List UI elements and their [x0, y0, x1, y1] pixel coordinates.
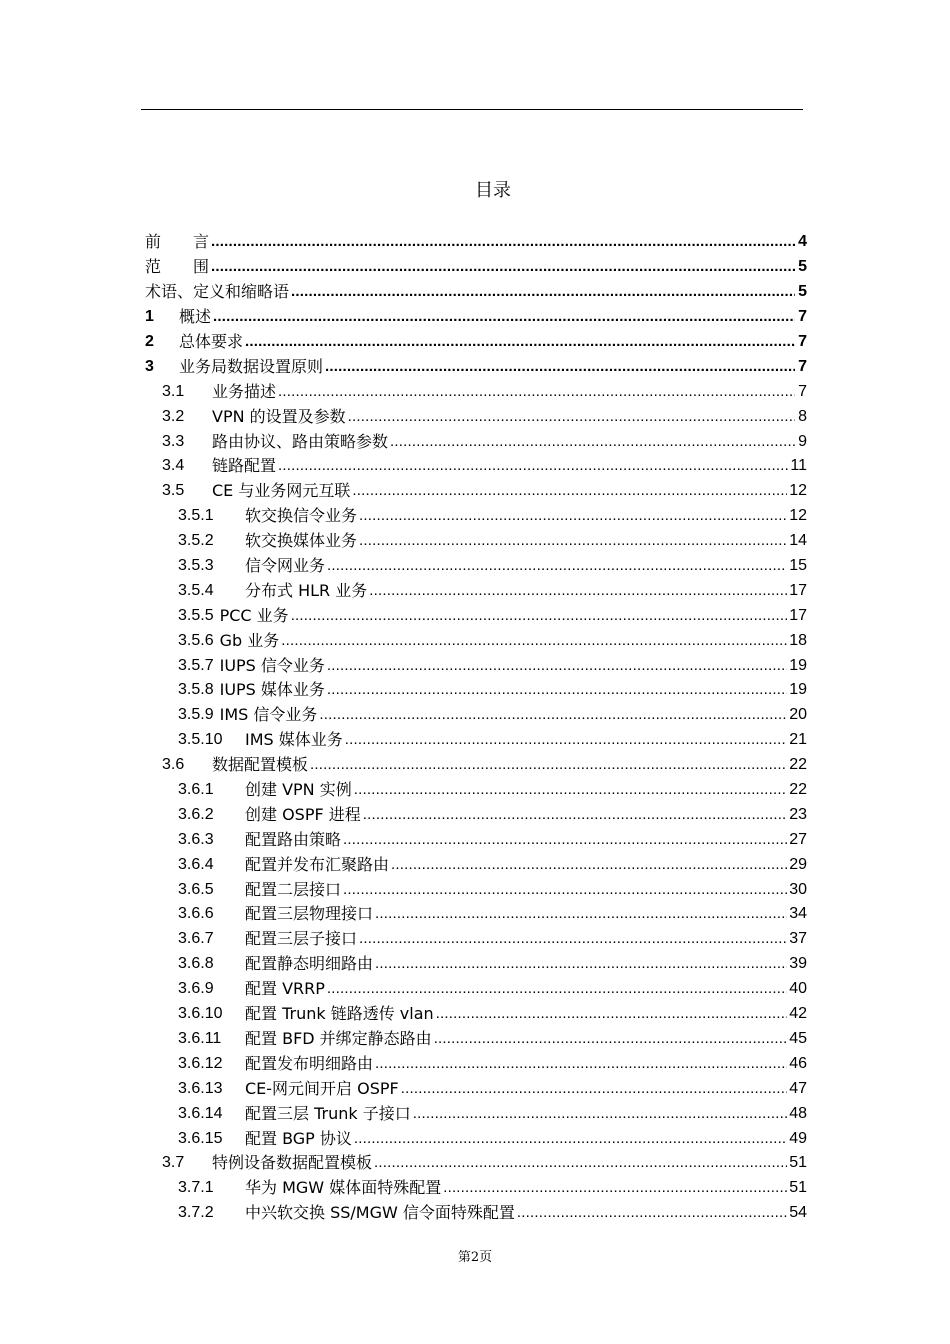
toc-entry[interactable]	[145, 1076, 807, 1101]
toc-dot-leader	[343, 881, 787, 899]
toc-entry[interactable]	[145, 877, 807, 902]
toc-dot-leader	[278, 457, 788, 475]
toc-entry[interactable]	[145, 429, 807, 454]
toc-entry-number: 3.3	[162, 432, 185, 450]
toc-entry-page: 49	[789, 1129, 807, 1147]
toc-dot-leader	[327, 681, 787, 699]
toc-entry-number: 3.1	[162, 382, 185, 400]
toc-entry[interactable]	[145, 703, 807, 728]
toc-entry[interactable]	[145, 404, 807, 429]
toc-entry-page: 21	[789, 731, 807, 749]
toc-entry-number: 3.6.9	[178, 980, 214, 998]
header-rule	[141, 109, 803, 110]
toc-dot-leader	[374, 1154, 787, 1172]
toc-entry-number: 3.6.6	[178, 905, 214, 923]
toc-entry[interactable]	[145, 504, 807, 529]
toc-dot-leader	[343, 831, 787, 849]
toc-entry-number: 3.5.1	[178, 507, 214, 525]
toc-entry-page: 30	[789, 880, 807, 898]
toc-entry-number: 3.6.1	[178, 781, 214, 799]
toc-dot-leader	[245, 333, 795, 351]
toc-entry-number: 3.6.3	[178, 830, 214, 848]
toc-entry-title: IMS 信令业务	[219, 705, 318, 725]
toc-entry-title: 创建 VPN 实例	[245, 780, 352, 800]
toc-dot-leader	[390, 433, 795, 451]
toc-entry[interactable]	[145, 678, 807, 703]
toc-dot-leader	[375, 955, 787, 973]
page-footer: 第2页	[457, 1250, 493, 1265]
toc-entry-title: 数据配置模板	[212, 755, 309, 775]
toc-entry[interactable]	[145, 952, 807, 977]
toc-entry-title: 总体要求	[179, 332, 244, 351]
toc-entry-number: 3.5.9	[178, 706, 214, 724]
toc-entry[interactable]	[145, 1101, 807, 1126]
toc-entry[interactable]	[145, 479, 807, 504]
toc-entry-title: 配置静态明细路由	[245, 954, 374, 974]
toc-entry[interactable]	[145, 354, 807, 379]
toc-entry-page: 7	[798, 382, 807, 400]
toc-entry-title: IUPS 信令业务	[219, 655, 325, 675]
toc-entry-page: 22	[789, 781, 807, 799]
toc-entry-number: 3.7.2	[178, 1204, 214, 1222]
toc-dot-leader	[211, 233, 795, 251]
toc-entry-number: 3.5.7	[178, 656, 214, 674]
toc-dot-leader	[391, 856, 787, 874]
toc-dot-leader	[327, 657, 787, 675]
toc-entry-page: 11	[790, 457, 807, 475]
toc-entry-page: 12	[789, 482, 807, 500]
toc-entry-number: 3.6.14	[178, 1104, 223, 1122]
toc-entry-title: 配置 Trunk 链路透传 vlan	[245, 1004, 434, 1024]
toc-entry-title: 软交换信令业务	[245, 506, 358, 526]
toc-entry-number: 3.7	[162, 1154, 185, 1172]
toc-entry-number: 3.6.7	[178, 930, 214, 948]
toc-entry-number: 3.6	[162, 756, 185, 774]
toc-dot-leader	[291, 607, 788, 625]
toc-entry-title: 特例设备数据配置模板	[212, 1153, 373, 1173]
toc-entry-title: 中兴软交换 SS/MGW 信令面特殊配置	[245, 1203, 515, 1223]
toc-entry[interactable]	[145, 1176, 807, 1201]
toc-entry[interactable]	[145, 827, 807, 852]
toc-dot-leader	[327, 557, 787, 575]
toc-entry[interactable]	[145, 230, 807, 255]
toc-dot-leader	[354, 1130, 787, 1148]
toc-dot-leader	[278, 383, 795, 401]
toc-entry-number: 3.5.10	[178, 731, 223, 749]
toc-entry[interactable]	[145, 529, 807, 554]
toc-entry-title: 配置三层子接口	[245, 929, 358, 949]
toc-dot-leader	[359, 930, 787, 948]
toc-entry-number: 3.6.13	[178, 1079, 223, 1097]
toc-entry-title: Gb 业务	[219, 630, 280, 650]
toc-entry-page: 54	[789, 1204, 807, 1222]
toc-entry-page: 4	[798, 233, 807, 251]
toc-entry-page: 34	[789, 905, 807, 923]
toc-dot-leader	[213, 308, 795, 326]
toc-entry-page: 9	[798, 432, 807, 450]
toc-entry-title: 配置三层 Trunk 子接口	[245, 1103, 411, 1123]
toc-dot-leader	[436, 1005, 788, 1023]
toc-entry-number: 3	[145, 357, 154, 375]
toc-entry[interactable]	[145, 927, 807, 952]
toc-entry-number: 3.5.2	[178, 532, 214, 550]
toc-dot-leader	[375, 905, 787, 923]
toc-entry-title: 配置路由策略	[245, 829, 342, 849]
toc-entry-title: IMS 媒体业务	[245, 730, 343, 750]
toc-entry-page: 40	[789, 980, 807, 998]
toc-entry-title: 华为 MGW 媒体面特殊配置	[245, 1178, 442, 1198]
toc-entry-title: CE 与业务网元互联	[212, 481, 351, 501]
toc-dot-leader	[413, 1105, 787, 1123]
toc-entry-number: 3.5.8	[178, 681, 214, 699]
toc-entry[interactable]	[145, 977, 807, 1002]
toc-entry-page: 19	[789, 681, 807, 699]
toc-dot-leader	[348, 408, 795, 426]
toc-entry-page: 17	[789, 581, 807, 599]
toc-entry-page: 20	[789, 706, 807, 724]
toc-entry[interactable]	[145, 1002, 807, 1027]
toc-entry-page: 18	[789, 631, 807, 649]
table-of-contents	[145, 230, 807, 1226]
toc-entry-page: 22	[789, 756, 807, 774]
toc-entry-number: 3.5.5	[178, 606, 214, 624]
toc-entry[interactable]	[145, 554, 807, 579]
toc-dot-leader	[401, 1080, 787, 1098]
toc-entry-page: 23	[789, 805, 807, 823]
toc-dot-leader	[319, 706, 787, 724]
toc-entry[interactable]	[145, 902, 807, 927]
toc-entry-page: 12	[789, 507, 807, 525]
toc-entry[interactable]	[145, 728, 807, 753]
toc-dot-leader	[327, 980, 787, 998]
toc-entry[interactable]	[145, 802, 807, 827]
toc-entry-page: 15	[789, 557, 807, 575]
toc-entry-title: 配置 BFD 并绑定静态路由	[245, 1028, 432, 1048]
toc-entry-page: 37	[789, 930, 807, 948]
toc-entry[interactable]	[145, 852, 807, 877]
toc-dot-leader	[325, 358, 795, 376]
toc-entry-title: 业务局数据设置原则	[179, 356, 324, 376]
toc-entry-number: 3.5	[162, 482, 185, 500]
toc-entry-page: 29	[789, 855, 807, 873]
toc-entry[interactable]	[145, 1151, 807, 1176]
toc-dot-leader	[345, 731, 787, 749]
toc-entry-number: 1	[145, 308, 154, 326]
toc-entry-title: 配置 BGP 协议	[245, 1128, 352, 1148]
toc-entry-page: 48	[789, 1104, 807, 1122]
toc-entry-title: 前 言	[145, 232, 210, 252]
toc-entry-title: PCC 业务	[219, 605, 289, 625]
toc-entry[interactable]	[145, 305, 807, 330]
toc-entry-number: 3.6.12	[178, 1054, 223, 1072]
toc-entry-page: 47	[789, 1079, 807, 1097]
toc-entry[interactable]	[145, 330, 807, 355]
toc-dot-leader	[443, 1179, 787, 1197]
toc-entry-title: 配置并发布汇聚路由	[245, 854, 390, 874]
toc-entry[interactable]	[145, 1126, 807, 1151]
toc-entry[interactable]	[145, 255, 807, 280]
toc-entry-page: 51	[789, 1154, 807, 1172]
toc-entry-number: 3.5.6	[178, 631, 214, 649]
toc-entry-page: 51	[789, 1179, 807, 1197]
toc-entry-page: 5	[798, 258, 807, 276]
toc-entry-title: 路由协议、路由策略参数	[212, 431, 389, 451]
toc-entry-title: 配置三层物理接口	[245, 904, 374, 924]
toc-entry-page: 27	[789, 830, 807, 848]
toc-entry-page: 14	[789, 532, 807, 550]
toc-entry[interactable]	[145, 1201, 807, 1226]
toc-entry-title: 创建 OSPF 进程	[245, 804, 361, 824]
toc-entry[interactable]	[145, 603, 807, 628]
toc-entry-page: 7	[798, 308, 807, 326]
toc-entry-title: 范 围	[145, 257, 210, 277]
toc-entry-page: 46	[789, 1054, 807, 1072]
toc-entry-title: CE-网元间开启 OSPF	[245, 1078, 399, 1098]
toc-entry-page: 8	[798, 407, 807, 425]
toc-entry-page: 45	[789, 1029, 807, 1047]
toc-entry-title: 概述	[179, 307, 212, 327]
toc-entry-title: 术语、定义和缩略语	[145, 282, 290, 302]
toc-entry[interactable]	[145, 280, 807, 305]
toc-title: 目录	[475, 180, 511, 201]
toc-dot-leader	[359, 507, 787, 525]
toc-entry-number: 3.6.4	[178, 855, 214, 873]
toc-entry-page: 5	[798, 283, 807, 301]
toc-entry-title: 链路配置	[212, 456, 277, 476]
toc-entry[interactable]	[145, 753, 807, 778]
toc-dot-leader	[434, 1030, 788, 1048]
toc-entry-number: 3.5.4	[178, 581, 214, 599]
toc-dot-leader	[354, 781, 787, 799]
toc-entry-number: 3.4	[162, 457, 185, 475]
toc-entry-title: 软交换媒体业务	[245, 531, 358, 551]
toc-entry-title: IUPS 媒体业务	[219, 680, 325, 700]
toc-entry[interactable]	[145, 653, 807, 678]
toc-entry-number: 3.5.3	[178, 557, 214, 575]
toc-dot-leader	[363, 806, 787, 824]
toc-entry-number: 3.6.8	[178, 955, 214, 973]
toc-entry-title: 配置发布明细路由	[245, 1053, 374, 1073]
toc-entry[interactable]	[145, 628, 807, 653]
toc-entry-title: 信令网业务	[245, 556, 326, 576]
toc-dot-leader	[375, 1055, 787, 1073]
toc-dot-leader	[211, 258, 795, 276]
toc-entry-title: 配置 VRRP	[245, 979, 325, 999]
toc-entry[interactable]	[145, 578, 807, 603]
toc-entry-title: 分布式 HLR 业务	[245, 580, 368, 600]
toc-dot-leader	[517, 1204, 787, 1222]
toc-entry[interactable]	[145, 778, 807, 803]
toc-dot-leader	[281, 632, 787, 650]
toc-entry-page: 39	[789, 955, 807, 973]
toc-entry-page: 42	[789, 1005, 807, 1023]
toc-dot-leader	[310, 756, 787, 774]
toc-dot-leader	[352, 482, 787, 500]
toc-entry-number: 3.6.5	[178, 880, 214, 898]
toc-entry[interactable]	[145, 1051, 807, 1076]
toc-entry-number: 3.6.2	[178, 805, 214, 823]
toc-entry-number: 2	[145, 333, 154, 350]
toc-entry-number: 3.6.15	[178, 1129, 223, 1147]
toc-entry-page: 17	[789, 606, 807, 624]
toc-entry-number: 3.6.10	[178, 1005, 223, 1023]
toc-entry-number: 3.2	[162, 407, 185, 425]
toc-entry-title: 业务描述	[212, 381, 277, 401]
toc-entry-number: 3.6.11	[178, 1029, 222, 1047]
toc-entry[interactable]	[145, 454, 807, 479]
toc-entry-page: 19	[789, 656, 807, 674]
toc-entry-page: 7	[798, 333, 807, 350]
toc-entry-number: 3.7.1	[178, 1179, 214, 1197]
toc-dot-leader	[291, 283, 795, 301]
toc-dot-leader	[359, 532, 787, 550]
toc-entry-page: 7	[798, 357, 807, 375]
toc-entry-title: 配置二层接口	[245, 879, 342, 899]
toc-entry[interactable]	[145, 379, 807, 404]
toc-entry-title: VPN 的设置及参数	[212, 406, 346, 426]
toc-entry[interactable]	[145, 1027, 807, 1052]
toc-dot-leader	[369, 582, 787, 600]
